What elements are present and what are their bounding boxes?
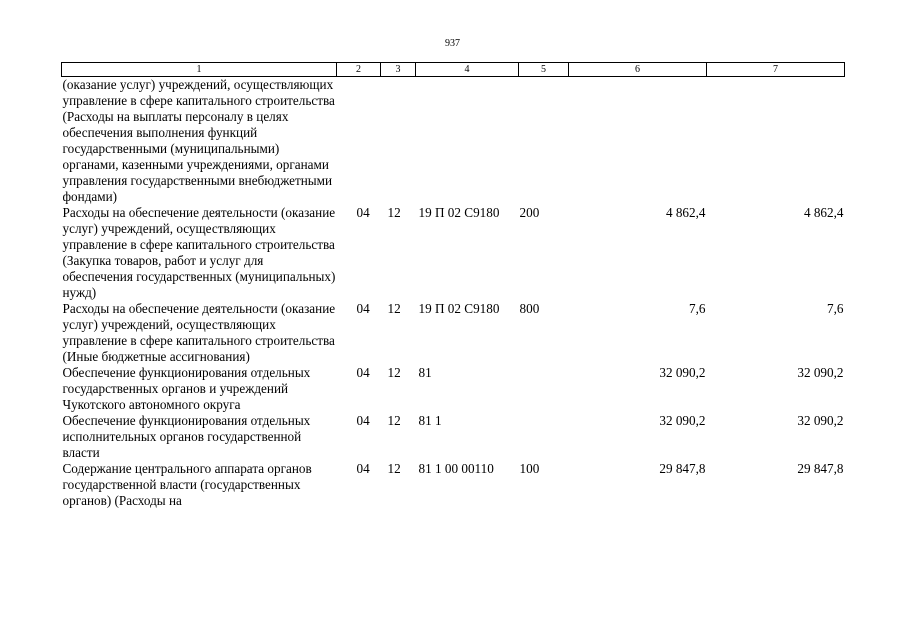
row-amount-1: 32 090,2 [659, 413, 706, 428]
table-row [62, 365, 845, 413]
row-expense-type: 100 [519, 461, 540, 476]
row-amount-2 [707, 77, 845, 206]
header-col-2: 2 [337, 63, 381, 77]
row-amount-1: 7,6 [689, 301, 706, 316]
row-amount-1: 32 090,2 [659, 365, 706, 380]
header-col-3: 3 [381, 63, 416, 77]
row-amount-2: 4 862,4 [803, 205, 844, 220]
row-subsection: 12 [387, 205, 401, 220]
row-target-code: 81 1 00 00110 [418, 461, 494, 476]
row-section: 04 [356, 365, 370, 380]
row-amount-2: 32 090,2 [797, 365, 844, 380]
header-col-7: 7 [707, 63, 845, 77]
row-name: (оказание услуг) учреждений, осуществляющих управление в сфере капитального строительства (Расходы на выплаты персоналу в целях обеспечения выполнения функций государственными (муниципальными) органами, казенными учреждениями, органами управления государственными внебюджетными фондами) [62, 77, 335, 204]
row-name: Расходы на обеспечение деятельности (оказание услуг) учреждений, осуществляющих управление в сфере капитального строительства (Закупка товаров, работ и услуг для обеспечения государственных (муниципальных) нужд) [62, 205, 336, 300]
row-name: Обеспечение функционирования отдельных исполнительных органов государственной власти [62, 413, 311, 460]
table-row [62, 301, 845, 365]
row-subsection: 12 [387, 365, 401, 380]
row-amount-2: 32 090,2 [797, 413, 844, 428]
row-target-code: 19 П 02 С9180 [418, 205, 500, 220]
row-amount-1: 4 862,4 [665, 205, 706, 220]
row-subsection: 12 [387, 301, 401, 316]
row-target-code: 81 [418, 365, 432, 380]
row-expense-type [519, 365, 569, 413]
header-col-1: 1 [62, 63, 337, 77]
table-row [62, 77, 845, 206]
row-expense-type [519, 413, 569, 461]
row-target-code: 19 П 02 С9180 [418, 301, 500, 316]
header-col-6: 6 [569, 63, 707, 77]
row-amount-2: 29 847,8 [797, 461, 844, 476]
row-subsection: 12 [387, 461, 401, 476]
row-section [337, 77, 381, 206]
row-section: 04 [356, 461, 370, 476]
row-name: Обеспечение функционирования отдельных государственных органов и учреждений Чукотского автономного округа [62, 365, 311, 412]
row-amount-1 [569, 77, 707, 206]
table-row [62, 205, 845, 301]
row-amount-2: 7,6 [827, 301, 844, 316]
table-row [62, 413, 845, 461]
row-amount-1: 29 847,8 [659, 461, 706, 476]
budget-table [61, 62, 845, 509]
row-target-code: 81 1 [418, 413, 442, 428]
header-col-4: 4 [416, 63, 519, 77]
row-expense-type [519, 77, 569, 206]
row-name: Содержание центрального аппарата органов государственной власти (государственных органов) (Расходы на [62, 461, 312, 508]
row-subsection [381, 77, 416, 206]
row-target-code [416, 77, 519, 206]
row-subsection: 12 [387, 413, 401, 428]
row-expense-type: 200 [519, 205, 540, 220]
header-col-5: 5 [519, 63, 569, 77]
header-row [62, 63, 845, 77]
page-number: 937 [445, 38, 460, 49]
table-row [62, 461, 845, 509]
row-section: 04 [356, 413, 370, 428]
row-expense-type: 800 [519, 301, 540, 316]
row-name: Расходы на обеспечение деятельности (оказание услуг) учреждений, осуществляющих управление в сфере капитального строительства (Иные бюджетные ассигнования) [62, 301, 336, 364]
row-section: 04 [356, 205, 370, 220]
row-section: 04 [356, 301, 370, 316]
